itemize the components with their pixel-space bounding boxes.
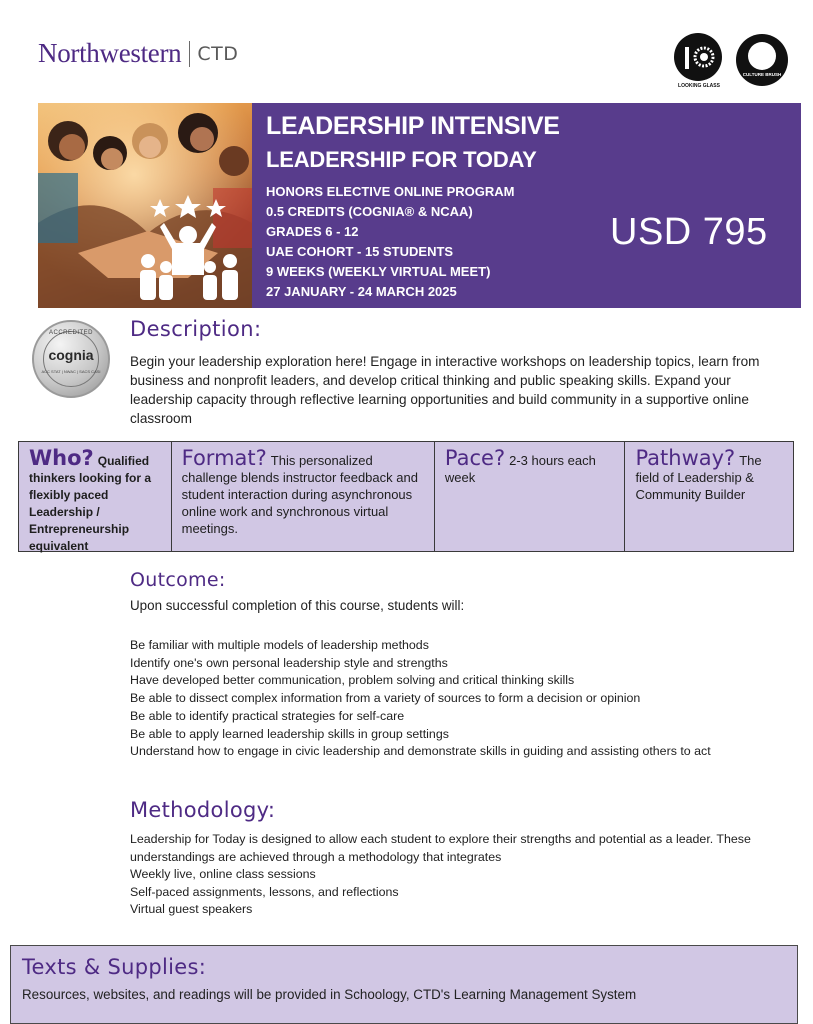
program-details	[266, 182, 514, 302]
info-cell-pathway	[625, 442, 793, 551]
program-credits: 0.5 CREDITS (COGNIA® & NCAA)	[266, 204, 473, 219]
looking-glass-logo	[674, 33, 724, 91]
program-grades: GRADES 6 - 12	[266, 224, 359, 239]
program-title: LEADERSHIP INTENSIVE	[266, 112, 560, 140]
format-label: Format?	[181, 446, 267, 470]
program-subtitle: LEADERSHIP FOR TODAY	[266, 147, 537, 172]
badge-main-text: cognia	[48, 347, 94, 363]
texts-supplies-box	[10, 945, 798, 1024]
program-duration: 9 WEEKS (WEEKLY VIRTUAL MEET)	[266, 264, 491, 279]
list-item: Be familiar with multiple models of leadership methods	[130, 638, 429, 652]
program-type: HONORS ELECTIVE ONLINE PROGRAM	[266, 184, 515, 199]
badge-top-text: ACCREDITED	[48, 330, 93, 336]
description-text: Begin your leadership exploration here! Engage in interactive workshops on leadership topics, learn from business and nonprofit leaders, and develop critical thinking and public speaking skills. Expand your leadership capacity through reflective learning opportunities and build community in a supportive online classroom	[130, 354, 760, 426]
list-item: Be able to apply learned leadership skills in group settings	[130, 726, 449, 741]
who-label: Who?	[29, 446, 94, 470]
description-heading: Description:	[130, 317, 262, 341]
brand-unit: CTD	[197, 42, 239, 65]
brand-name: Northwestern	[38, 38, 182, 68]
northwestern-ctd-logo	[38, 38, 238, 69]
outcome-list	[130, 637, 711, 761]
list-item: Be able to dissect complex information from a variety of sources to form a decision or opinion	[130, 691, 641, 706]
outcome-heading: Outcome:	[130, 569, 226, 591]
program-cohort: UAE COHORT - 15 STUDENTS	[266, 244, 454, 259]
program-price: USD 795	[610, 211, 768, 253]
list-item: Leadership for Today is designed to allow each student to explore their strengths and potential as a leader. These understandings are achieved through a methodology that integrates	[130, 832, 751, 864]
outcome-intro: Upon successful completion of this course, students will:	[130, 598, 465, 613]
methodology-heading: Methodology:	[130, 798, 276, 822]
looking-glass-label: LOOKING GLASS	[678, 83, 720, 89]
texts-supplies-heading: Texts & Supplies:	[22, 955, 207, 979]
list-item: Have developed better communication, problem solving and critical thinking skills	[130, 673, 575, 688]
program-dates: 27 JANUARY - 24 MARCH 2025	[266, 284, 457, 299]
pace-label: Pace?	[444, 446, 506, 470]
texts-supplies-text: Resources, websites, and readings will be provided in Schoology, CTD's Learning Management System	[22, 987, 637, 1002]
culture-brush-label: CULTURE BRUSH	[742, 72, 782, 77]
list-item: Weekly live, online class sessions	[130, 867, 316, 882]
list-item: Virtual guest speakers	[130, 902, 253, 917]
methodology-list	[130, 831, 770, 919]
group-hands-photo	[38, 103, 252, 308]
list-item: Understand how to engage in civic leadership and demonstrate skills in guiding and assisting others to act	[130, 744, 711, 759]
culture-brush-icon	[748, 42, 776, 70]
list-item: Be able to identify practical strategies for self-care	[130, 708, 405, 723]
info-cell-format	[172, 442, 435, 551]
program-info-table	[18, 441, 794, 552]
looking-glass-icon	[674, 33, 722, 81]
info-cell-who	[19, 442, 172, 551]
format-text: This personalized challenge blends instructor feedback and student interaction during asynchronous online work and synchronous virtual meetings.	[181, 453, 418, 536]
pathway-label: Pathway?	[635, 446, 736, 470]
info-cell-pace	[435, 442, 626, 551]
cognia-accredited-badge	[32, 320, 110, 398]
list-item: Identify one's own personal leadership style and strengths	[130, 655, 448, 670]
logo-divider	[189, 41, 190, 67]
who-text: Qualified thinkers looking for a flexibly paced Leadership / Entrepreneurship equivalent	[29, 454, 152, 553]
badge-bottom-text: ACC STAT | NWAC | SACS CASI	[41, 369, 101, 374]
pathway-text: The field of Leadership & Community Builder	[635, 453, 762, 502]
program-banner	[252, 103, 801, 308]
list-item: Self-paced assignments, lessons, and reflections	[130, 884, 399, 899]
pace-text: 2-3 hours each week	[444, 453, 596, 485]
culture-brush-logo	[736, 34, 788, 86]
